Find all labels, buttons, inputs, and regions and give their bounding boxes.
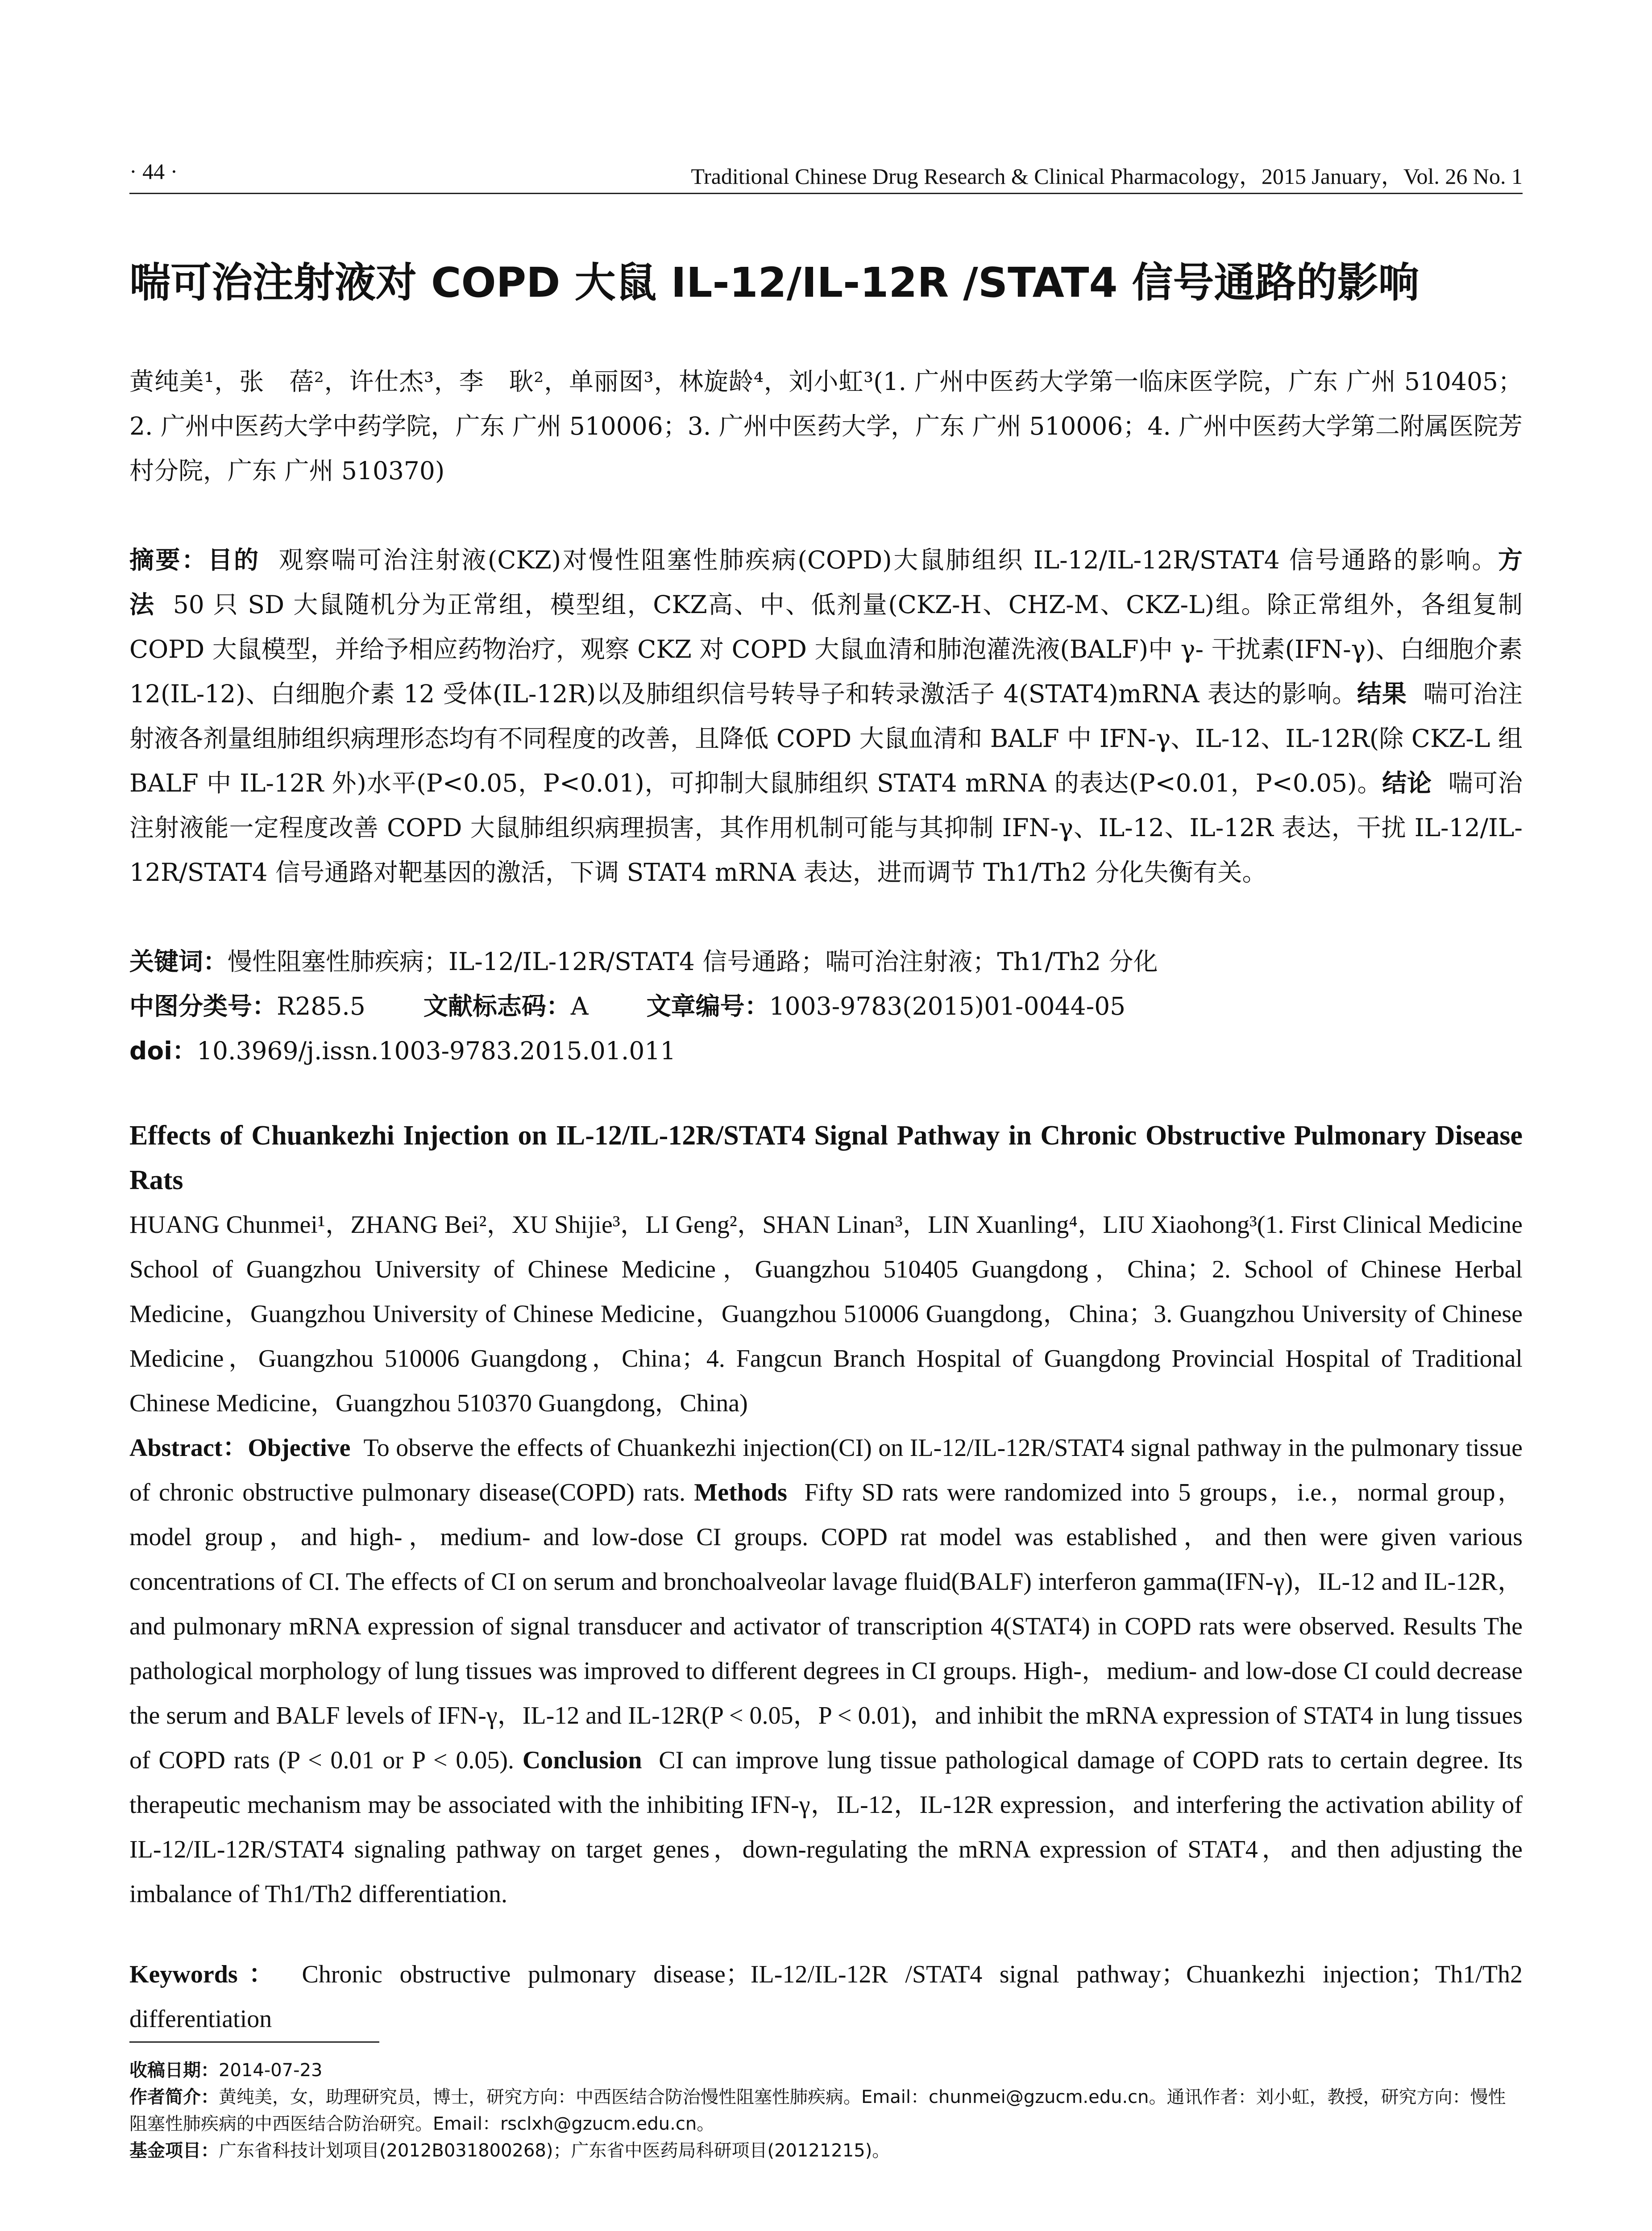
journal-citation: Traditional Chinese Drug Research & Clinical Pharmacology，2015 January，Vol. 26 No. 1: [691, 164, 1523, 189]
author-affiliations: 黄纯美¹，张 蓓²，许仕杰³，李 耿²，单丽囡³，林旋龄⁴，刘小虹³(1. 广州中医药大学第一临床医学院，广东 广州 510405；2. 广州中医药大学中药学院，广东 广州 510006；3. 广州中医药大学，广东 广州 510006；4. 广州中医药大学第二附属医院芳村分院，广东 广州 510370): [129, 367, 1523, 485]
objective-en: To observe the effects of Chuankezhi injection(CI) on IL-12/IL-12R/STAT4 signal pathway in the pulmonary tissue of chronic obstructive pulmonary disease(COPD) rats.: [129, 1434, 1523, 1506]
article-no-label: 文章编号：: [646, 992, 769, 1020]
received-label: 收稿日期：: [129, 2060, 219, 2081]
doc-code-value: A: [570, 992, 589, 1020]
article-no-value: 1003-9783(2015)01-0044-05: [769, 992, 1126, 1020]
conclusion-en: CI can improve lung tissue pathological damage of COPD rats to certain degree. Its therapeutic mechanism may be associated with the inhibiting IFN-γ，IL-12，IL-12R expression，and interfering the activation ability of IL-12/IL-12R/STAT4 signaling pathway on target genes，down-regulating the mRNA expression of STAT4，and then adjusting the imbalance of Th1/Th2 differentiation.: [129, 1746, 1523, 1908]
author-bio-label: 作者简介：: [129, 2087, 219, 2107]
classification-line: [129, 984, 1523, 1028]
keywords-cn-text: 慢性阻塞性肺疾病；IL-12/IL-12R/STAT4 信号通路；喘可治注射液；Th1/Th2 分化: [228, 947, 1158, 976]
abstract-cn: [129, 538, 1523, 895]
page-number: · 44 ·: [129, 159, 178, 184]
objective-en-label: Objective: [248, 1434, 351, 1462]
methods-cn: 50 只 SD 大鼠随机分为正常组，模型组，CKZ高、中、低剂量(CKZ-H、CHZ-M、CKZ-L)组。除正常组外，各组复制 COPD 大鼠模型，并给予相应药物治疗，观察 CKZ 对 COPD 大鼠血清和肺泡灌洗液(BALF)中 γ- 干扰素(IFN-γ)、白细胞介素 12(IL-12)、白细胞介素 12 受体(IL-12R)以及肺组织信号转导子和转录激活子 4(STAT4)mRNA 表达的影响。: [129, 590, 1523, 708]
results-cn-label: 结果: [1357, 680, 1407, 708]
author-bio-line: [129, 2084, 1523, 2137]
objective-cn-label: 目的: [208, 546, 260, 574]
keywords-cn: [129, 939, 1523, 984]
received-date-line: [129, 2057, 1523, 2084]
footnotes: [129, 2057, 1523, 2164]
abstract-en-label: Abstract：: [129, 1434, 248, 1462]
methods-en-label: Methods: [694, 1479, 787, 1506]
author-bio-text: 黄纯美，女，助理研究员，博士，研究方向：中西医结合防治慢性阻塞性肺疾病。Email：chunmei@gzucm.edu.cn。通讯作者：刘小虹，教授，研究方向：慢性阻塞性肺疾病的中西医结合防治研究。Email：rsclxh@gzucm.edu.cn。: [129, 2087, 1506, 2134]
methods-en: Fifty SD rats were randomized into 5 groups，i.e.，normal group，model group，and high-，medium- and low-dose CI groups. COPD rat model was established，and then were given various concentrations of CI. The effects of CI on serum and bronchoalveolar lavage fluid(BALF) interferon gamma(IFN-γ)，IL-12 and IL-12R，and pulmonary mRNA expression of signal transducer and activator of transcription 4(STAT4) in COPD rats were observed. Results The pathological morphology of lung tissues was improved to different degrees in CI groups. High-，medium- and low-dose CI could decrease the serum and BALF levels of IFN-γ，IL-12 and IL-12R(P < 0.05，P < 0.01)，and inhibit the mRNA expression of STAT4 in lung tissues of COPD rats (P < 0.01 or P < 0.05).: [129, 1479, 1523, 1774]
keywords-en: [129, 1952, 1523, 2041]
fund-label: 基金项目：: [129, 2140, 219, 2161]
conclusion-cn: 喘可治注射液能一定程度改善 COPD 大鼠肺组织病理损害，其作用机制可能与其抑制 IFN-γ、IL-12、IL-12R 表达，干扰 IL-12/IL-12R/STAT4 信号通路对靶基因的激活，下调 STAT4 mRNA 表达，进而调节 Th1/Th2 分化失衡有关。: [129, 769, 1523, 887]
fund-line: [129, 2137, 1523, 2164]
footnote-rule: [129, 2041, 379, 2043]
abstract-cn-label: 摘要：: [129, 546, 208, 574]
english-title: Effects of Chuankezhi Injection on IL-12/IL-12R/STAT4 Signal Pathway in Chronic Obstructive Pulmonary Disease Rats: [129, 1120, 1523, 1195]
abstract-en: [129, 1426, 1523, 1916]
english-authors: HUANG Chunmei¹，ZHANG Bei²，XU Shijie³，LI Geng²，SHAN Linan³，LIN Xuanling⁴，LIU Xiaohong³(1. First Clinical Medicine School of Guangzhou University of Chinese Medicine，Guangzhou 510405 Guangdong，China；2. School of Chinese Herbal Medicine，Guangzhou University of Chinese Medicine，Guangzhou 510006 Guangdong，China；3. Guangzhou University of Chinese Medicine，Guangzhou 510006 Guangdong，China；4. Fangcun Branch Hospital of Guangdong Provincial Hospital of Traditional Chinese Medicine，Guangzhou 510370 Guangdong，China): [129, 1211, 1523, 1417]
article-title: 喘可治注射液对 COPD 大鼠 IL-12/IL-12R /STAT4 信号通路的影响: [129, 259, 1420, 307]
methods-cn-label: 方法: [129, 546, 1523, 619]
fund-text: 广东省科技计划项目(2012B031800268)；广东省中医药局科研项目(20121215)。: [219, 2140, 890, 2161]
keywords-cn-label: 关键词：: [129, 947, 228, 976]
doi-line: [129, 1028, 1523, 1073]
conclusion-en-label: Conclusion: [522, 1746, 642, 1774]
conclusion-cn-label: 结论: [1382, 769, 1432, 797]
clc-label: 中图分类号：: [129, 992, 277, 1020]
results-cn: 喘可治注射液各剂量组肺组织病理形态均有不同程度的改善，且降低 COPD 大鼠血清和 BALF 中 IFN-γ、IL-12、IL-12R(除 CKZ-L 组 BALF 中 IL-12R 外)水平(P<0.05，P<0.01)，可抑制大鼠肺组织 STAT4 mRNA 的表达(P<0.01，P<0.05)。: [129, 680, 1523, 797]
received-value: 2014-07-23: [219, 2060, 323, 2081]
header-rule: [129, 193, 1523, 194]
objective-cn: 观察喘可治注射液(CKZ)对慢性阻塞性肺疾病(COPD)大鼠肺组织 IL-12/IL-12R/STAT4 信号通路的影响。: [278, 546, 1498, 574]
clc-value: R285.5: [277, 992, 365, 1020]
keywords-en-text: Chronic obstructive pulmonary disease；IL-12/IL-12R /STAT4 signal pathway；Chuankezhi injection；Th1/Th2 differentiation: [129, 1961, 1523, 2033]
keywords-en-label: Keywords：: [129, 1961, 285, 1988]
running-header: [129, 158, 1523, 190]
doi-value: 10.3969/j.issn.1003-9783.2015.01.011: [197, 1037, 676, 1065]
doi-label: doi：: [129, 1037, 197, 1065]
doc-code-label: 文献标志码：: [423, 992, 571, 1020]
